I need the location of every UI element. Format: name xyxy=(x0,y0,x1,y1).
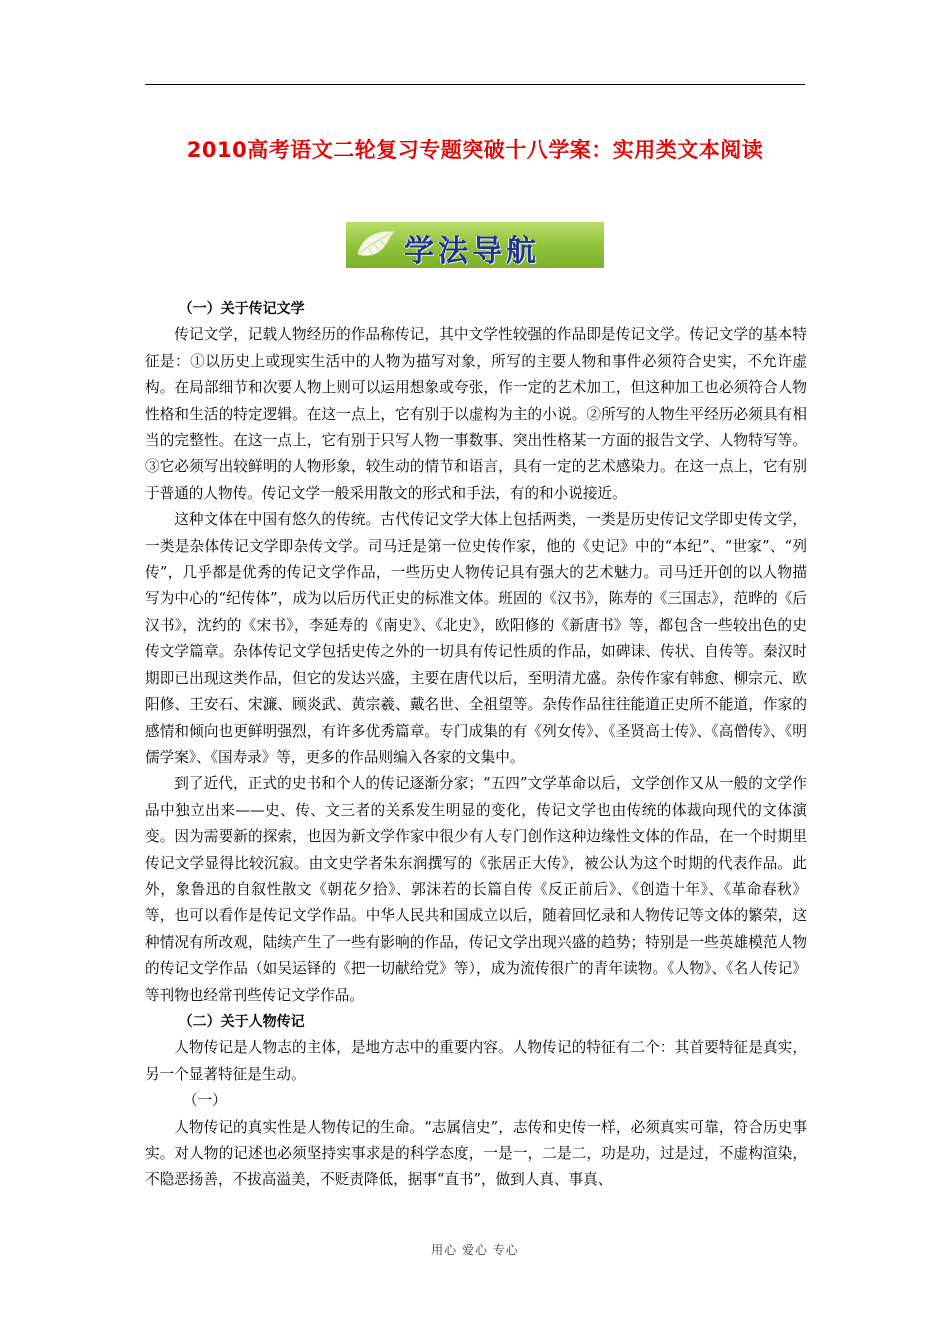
document-body xyxy=(145,296,807,1194)
paragraph: 人物传记的真实性是人物传记的生命。“志属信史”，志传和史传一样，必须真实可靠，符合历史事实。对人物的记述也必须坚持实事求是的科学态度，一是一，二是二，功是功，过是过，不虚构渲染，不隐恶扬善，不拔高溢美，不贬责降低，据事“直书”，做到人真、事真、 xyxy=(145,1118,807,1189)
page-footer: 用心 爱心 专心 xyxy=(431,1243,519,1257)
paragraph: 传记文学，记载人物经历的作品称传记，其中文学性较强的作品即是传记文学。传记文学的基本特征是：①以历史上或现实生活中的人物为描写对象，所写的主要人物和事件必须符合史实，不允许虚构。在局部细节和次要人物上则可以运用想象或夸张，作一定的艺术加工，但这种加工也必须符合人物性格和生活的特定逻辑。在这一点上，它有别于以虚构为主的小说。②所写的人物生平经历必须具有相当的完整性。在这一点上，它有别于只写人物一事数事、突出性格某一方面的报告文学、人物特写等。③它必须写出较鲜明的人物形象，较生动的情节和语言，具有一定的艺术感染力。在这一点上，它有别于普通的人物传。传记文学一般采用散文的形式和手法，有的和小说接近。 xyxy=(145,326,807,502)
leaf-icon xyxy=(354,228,398,266)
subsection-heading: （一） xyxy=(182,1092,227,1110)
header-rule xyxy=(145,84,805,85)
section-heading: （二）关于人物传记 xyxy=(178,1013,305,1030)
paragraph: 这种文体在中国有悠久的传统。古代传记文学大体上包括两类，一类是历史传记文学即史传文学，一类是杂体传记文学即杂传文学。司马迁是第一位史传作家，他的《史记》中的“本纪”、“世家”、“列传”，几乎都是优秀的传记文学作品，一些历史人物传记具有强大的艺术魅力。司马迁开创的以人物描写为中心的“纪传体”，成为以后历代正史的标准文体。班固的《汉书》，陈寿的《三国志》，范晔的《后汉书》，沈约的《宋书》，李延寿的《南史》、《北史》，欧阳修的《新唐书》等，都包含一些较出色的史传文学篇章。杂体传记文学包括史传之外的一切具有传记性质的作品，如碑诔、传状、自传等。秦汉时期即已出现这类作品，但它的发达兴盛，主要在唐代以后，至明清尤盛。杂传作家有韩愈、柳宗元、欧阳修、王安石、宋濂、顾炎武、黄宗羲、戴名世、全祖望等。杂传作品往往能道正史所不能道，作家的感情和倾向也更鲜明强烈，有许多优秀篇章。专门成集的有《列女传》、《圣贤高士传》、《高僧传》、《明儒学案》、《国寿录》等，更多的作品则编入各家的文集中。 xyxy=(145,511,807,766)
page-title: 2010高考语文二轮复习专题突破十八学案：实用类文本阅读 xyxy=(186,138,764,162)
section-heading: （一）关于传记文学 xyxy=(178,301,305,317)
paragraph: 到了近代，正式的史书和个人的传记逐渐分家；“五四”文学革命以后，文学创作又从一般的文学作品中独立出来——史、传、文三者的关系发生明显的变化，传记文学也由传统的体裁向现代的文体演变。因为需要新的探索，也因为新文学作家中很少有人专门创作这种边缘性文体的作品，在一个时期里传记文学显得比较沉寂。由文史学者朱东润撰写的《张居正大传》，被公认为这个时期的代表作品。此外，象鲁迅的自叙性散文《朝花夕拾》、郭沫若的长篇自传《反正前后》、《创造十年》、《革命春秋》等，也可以看作是传记文学作品。中华人民共和国成立以后，随着回忆录和人物传记等文体的繁荣，这种情况有所改观，陆续产生了一些有影响的作品，传记文学出现兴盛的趋势；特别是一些英雄模范人物的传记文学作品（如吴运铎的《把一切献给党》等），成为流传很广的青年读物。《人物》、《名人传记》等刊物也经常刊些传记文学作品。 xyxy=(145,775,807,1004)
banner-label: 学法导航 xyxy=(404,234,540,268)
paragraph: 人物传记是人物志的主体，是地方志中的重要内容。人物传记的特征有二个：其首要特征是真实，另一个显著特征是生动。 xyxy=(145,1039,807,1083)
study-guide-banner xyxy=(346,222,604,268)
